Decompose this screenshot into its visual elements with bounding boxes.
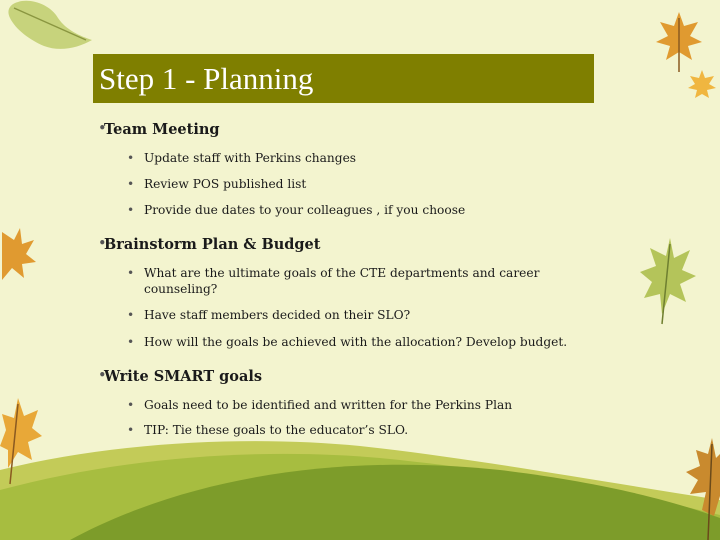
list-item: • TIP: Tie these goals to the educator’s SLO. — [127, 423, 409, 437]
bullet-icon: • — [127, 203, 135, 217]
bullet-icon: • — [127, 308, 135, 322]
list-item: • Review POS published list — [127, 177, 307, 191]
list-item: • How will the goals be achieved with the allocation? Develop budget. — [127, 335, 568, 349]
list-item: • What are the ultimate goals of the CTE departments and career counseling? — [127, 266, 540, 296]
section-heading: • Write SMART goals — [98, 368, 263, 385]
bullet-icon: • — [127, 398, 135, 412]
bullet-icon: • — [127, 177, 135, 191]
bullet-icon: • — [127, 151, 135, 165]
list-item: • Update staff with Perkins changes — [127, 151, 357, 165]
section-heading: • Brainstorm Plan & Budget — [98, 236, 321, 253]
section-heading: • Team Meeting — [98, 121, 220, 138]
bullet-icon: • — [98, 121, 107, 137]
bullet-icon: • — [127, 266, 135, 280]
bullet-icon: • — [98, 236, 107, 252]
list-item: • Goals need to be identified and written for the Perkins Plan — [127, 398, 513, 412]
list-item: • Have staff members decided on their SLO? — [127, 308, 411, 322]
bullet-icon: • — [98, 368, 107, 384]
list-item: • Provide due dates to your colleagues , if you choose — [127, 203, 466, 217]
slide-title: Step 1 - Planning — [99, 61, 314, 96]
bullet-icon: • — [127, 335, 135, 349]
bullet-icon: • — [127, 423, 135, 437]
